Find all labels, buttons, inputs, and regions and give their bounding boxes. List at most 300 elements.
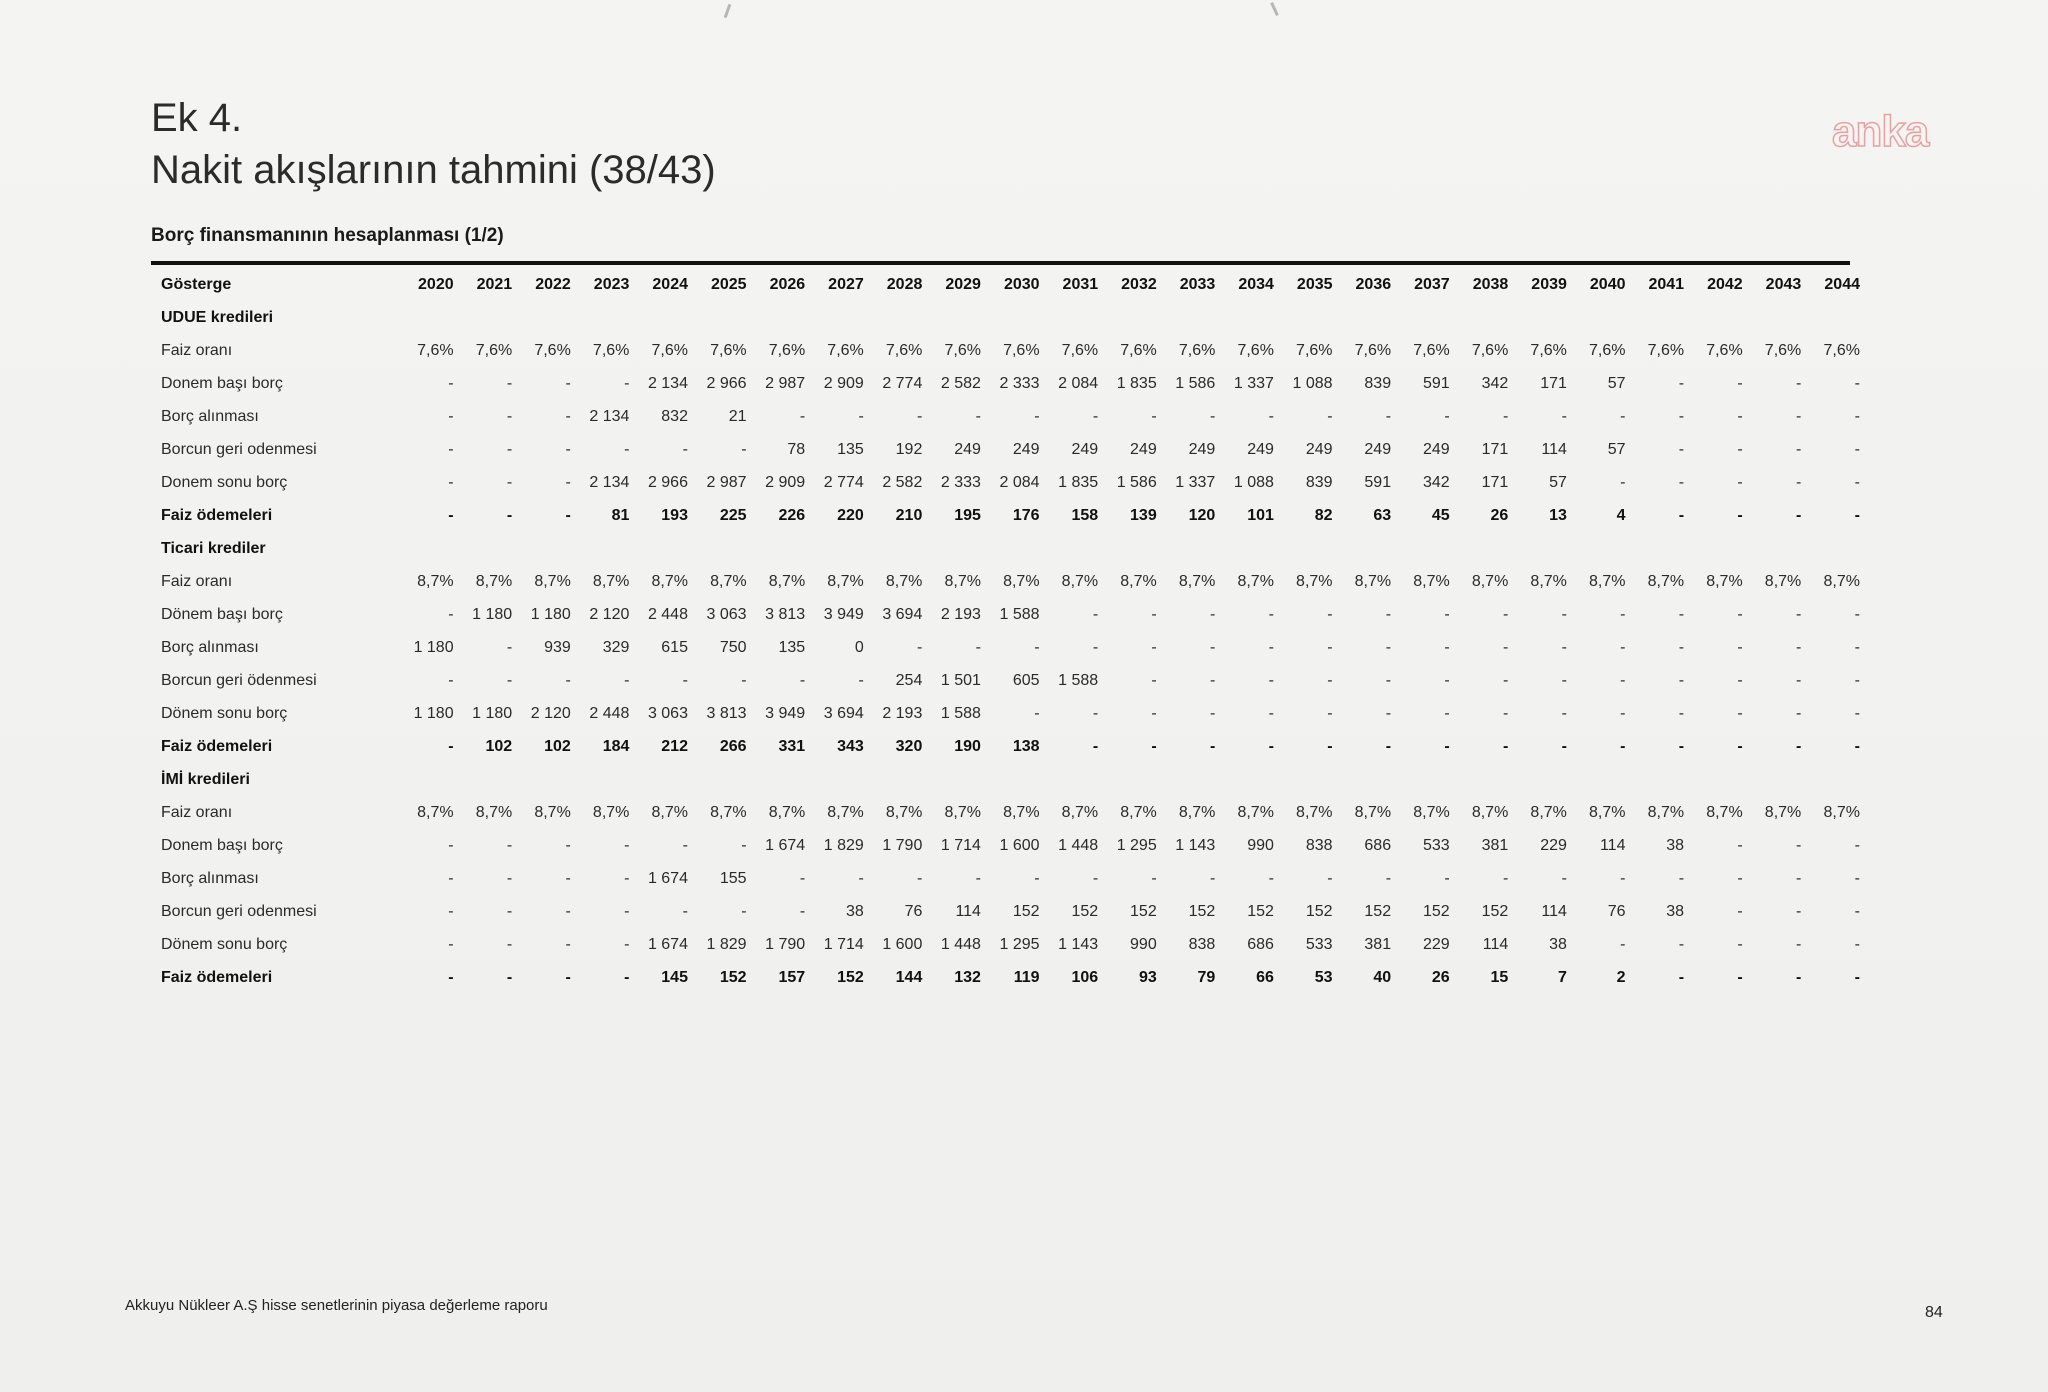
column-header-year: 2041 [1648,275,1685,293]
table-cell: 1 674 [765,836,806,854]
table-cell: - [1444,671,1450,689]
table-cell: - [799,407,806,425]
table-cell: - [448,869,454,887]
table-cell: - [1678,671,1685,689]
table-cell: 53 [1314,968,1333,986]
table-cell: 1 337 [1233,374,1274,392]
table-cell: 7,6% [417,341,454,359]
table-cell: - [506,836,513,854]
table-cell: - [506,638,513,656]
table-cell: 2 448 [589,704,630,722]
table-cell: 3 063 [706,605,747,623]
table-cell: - [1561,704,1567,722]
table-cell: 8,7% [1647,803,1685,821]
table-cell: 8,7% [1413,803,1450,821]
table-cell: 8,7% [1823,572,1860,590]
table-cell: 8,7% [827,803,864,821]
table-cell: 152 [1071,902,1099,920]
column-header-year: 2021 [476,275,513,293]
table-cell: 1 600 [882,935,923,953]
table-row [151,664,1866,697]
table-cell: 145 [661,968,688,986]
table-cell: 101 [1247,506,1274,524]
table-cell: 155 [719,869,747,887]
table-cell: 212 [661,737,688,755]
table-cell: - [448,902,454,920]
row-label: Dönem sonu borç [161,704,288,722]
table-cell: - [506,506,513,524]
table-cell: 8,7% [1354,803,1392,821]
table-cell: 38 [1549,935,1567,953]
table-cell: 135 [778,638,806,656]
table-cell: 3 063 [647,704,688,722]
table-cell: 3 813 [765,605,806,623]
table-cell: - [741,671,747,689]
table-cell: 990 [1247,836,1274,854]
row-label: Dönem sonu borç [161,935,288,953]
table-cell: - [1561,671,1567,689]
table-cell: - [975,407,981,425]
table-cell: - [1854,935,1860,953]
table-cell: 686 [1364,836,1392,854]
table-cell: 3 694 [882,605,923,623]
table-cell: - [1854,968,1860,986]
table-cell: 839 [1364,374,1392,392]
table-cell: - [1678,968,1685,986]
table-cell: - [1854,473,1860,491]
table-cell: 2 120 [530,704,571,722]
table-cell: - [1737,902,1743,920]
column-header-year: 2040 [1589,275,1626,293]
table-cell: 7,6% [534,341,571,359]
table-cell: - [1678,638,1685,656]
table-cell: - [1737,704,1743,722]
column-header-year: 2030 [1003,275,1040,293]
table-cell: - [1151,869,1157,887]
table-cell: 78 [787,440,806,458]
table-cell: - [1268,407,1274,425]
table-cell: 8,7% [1647,572,1685,590]
table-cell: 533 [1423,836,1450,854]
table-cell: 192 [895,440,923,458]
table-row [151,466,1866,499]
table-cell: - [1854,836,1860,854]
table-cell: 1 586 [1116,473,1157,491]
table-cell: - [917,638,923,656]
row-label: Borç alınması [161,638,259,656]
table-row [151,697,1866,730]
table-cell: - [1327,737,1333,755]
table-cell: - [1210,737,1216,755]
table-cell: - [1210,671,1216,689]
table-cell: - [506,935,513,953]
table-cell: 2 774 [823,473,864,491]
table-cell: - [1795,506,1802,524]
table-cell: - [1502,605,1509,623]
table-cell: - [1795,638,1802,656]
table-cell: 114 [1541,902,1567,920]
section-header-row [151,301,1866,334]
table-cell: 2 134 [647,374,688,392]
table-cell: 152 [1423,902,1450,920]
table-cell: 135 [837,440,864,458]
table-cell: - [1854,440,1860,458]
table-cell: 1 600 [999,836,1040,854]
table-cell: - [917,407,923,425]
table-cell: 7,6% [1764,341,1802,359]
table-cell: 106 [1071,968,1099,986]
table-cell: 102 [544,737,571,755]
table-cell: - [506,671,513,689]
table-cell: - [1737,968,1743,986]
table-cell: 8,7% [710,803,747,821]
table-cell: 249 [954,440,981,458]
column-header-year: 2026 [769,275,806,293]
table-cell: 8,7% [1061,803,1099,821]
table-cell: 1 088 [1292,374,1333,392]
table-cell: 615 [661,638,688,656]
row-label: Borcun geri odenmesi [161,902,317,920]
table-cell: 249 [1305,440,1333,458]
table-cell: - [799,902,806,920]
table-cell: 7,6% [1354,341,1392,359]
table-cell: 1 588 [1058,671,1099,689]
table-cell: 342 [1481,374,1509,392]
table-cell: - [1678,704,1685,722]
table-cell: - [1620,869,1626,887]
row-label: Faiz oranı [161,341,233,359]
table-cell: 1 448 [940,935,981,953]
table-cell: 2 582 [882,473,923,491]
page-title [151,92,716,196]
table-cell: 8,7% [1061,572,1099,590]
table-cell: - [565,836,571,854]
table-cell: 1 835 [1116,374,1157,392]
column-header-year: 2022 [535,275,571,293]
table-cell: - [682,671,688,689]
table-cell: - [565,506,571,524]
table-cell: 7,6% [1413,341,1450,359]
row-label: Dönem başı borç [161,605,283,623]
table-cell: 114 [1599,836,1626,854]
table-cell: - [565,968,571,986]
row-label: Borç alınması [161,407,259,425]
table-cell: 8,7% [1237,803,1274,821]
table-cell: 1 180 [413,638,454,656]
table-row [151,400,1866,433]
table-cell: 63 [1373,506,1392,524]
table-cell: - [448,671,454,689]
table-cell: 7,6% [1823,341,1860,359]
table-cell: - [1678,869,1685,887]
table-cell: 1 714 [940,836,981,854]
table-cell: - [448,473,454,491]
table-cell: - [741,440,747,458]
table-cell: - [1678,605,1685,623]
row-label: Borcun geri odenmesi [161,440,317,458]
table-cell: 171 [1481,473,1509,491]
table-cell: 7,6% [1061,341,1099,359]
table-cell: - [1795,374,1802,392]
table-cell: 8,7% [475,803,513,821]
table-cell: - [1268,869,1274,887]
table-cell: - [1151,737,1157,755]
table-cell: 4 [1616,506,1626,524]
table-cell: - [565,935,571,953]
table-cell: - [448,440,454,458]
table-cell: - [1795,605,1802,623]
column-header-year: 2038 [1472,275,1509,293]
table-cell: - [1092,869,1099,887]
table-cell: - [506,407,513,425]
table-cell: - [565,869,571,887]
table-cell: 226 [778,506,806,524]
table-cell: 1 790 [882,836,923,854]
table-cell: - [1327,605,1333,623]
table-cell: 7,6% [827,341,864,359]
table-cell: 7,6% [1706,341,1743,359]
table-cell: 8,7% [651,803,688,821]
table-cell: 139 [1130,506,1157,524]
table-cell: 2 582 [940,374,981,392]
table-cell: 229 [1423,935,1450,953]
table-cell: - [1210,638,1216,656]
table-cell: 266 [719,737,747,755]
row-label: Faiz ödemeleri [161,737,273,755]
table-cell: 591 [1364,473,1392,491]
table-cell: 66 [1256,968,1274,986]
table-cell: 1 295 [1116,836,1157,854]
title-main: Nakit akışlarının tahmini (38/43) [151,148,716,192]
table-cell: 152 [1305,902,1333,920]
table-cell: 8,7% [885,803,923,821]
row-label: Faiz ödemeleri [161,968,273,986]
table-header-row [151,268,1866,301]
table-cell: - [565,473,571,491]
table-cell: - [1444,407,1450,425]
table-row [151,862,1866,895]
table-cell: - [448,605,454,623]
table-cell: 76 [1607,902,1626,920]
table-cell: 2 084 [1058,374,1099,392]
table-cell: - [1737,506,1743,524]
table-row [151,433,1866,466]
table-cell: - [1620,473,1626,491]
column-header-year: 2035 [1296,275,1333,293]
table-cell: - [1502,704,1509,722]
table-cell: 8,7% [1354,572,1392,590]
table-cell: 7,6% [1647,341,1685,359]
row-label: Faiz ödemeleri [161,506,273,524]
table-cell: 1 586 [1175,374,1216,392]
table-cell: 8,7% [417,572,454,590]
table-cell: 195 [954,506,981,524]
table-cell: - [624,935,630,953]
table-cell: 7,6% [1237,341,1274,359]
table-cell: - [1210,869,1216,887]
table-cell: 1 674 [647,935,688,953]
table-cell: - [1268,704,1274,722]
table-cell: - [1737,374,1743,392]
table-cell: 1 180 [530,605,571,623]
table-cell: 190 [954,737,981,755]
table-cell: 249 [1247,440,1274,458]
table-cell: - [1678,374,1685,392]
table-cell: - [682,440,688,458]
row-label: Donem başı borç [161,836,283,854]
table-cell: 38 [1666,902,1685,920]
table-cell: - [624,374,630,392]
table-cell: 8,7% [1589,572,1626,590]
table-cell: 1 180 [472,605,513,623]
table-cell: 171 [1540,374,1567,392]
table-cell: - [1385,704,1392,722]
table-cell: - [1210,407,1216,425]
table-cell: 8,7% [1530,803,1567,821]
table-row [151,367,1866,400]
table-cell: 15 [1490,968,1509,986]
table-cell: 152 [719,968,747,986]
table-cell: 225 [719,506,747,524]
table-cell: 152 [1247,902,1274,920]
table-cell: 939 [544,638,571,656]
table-cell: - [1795,737,1802,755]
table-cell: 184 [602,737,630,755]
table-cell: 1 180 [413,704,454,722]
table-cell: 8,7% [1471,803,1509,821]
page-number: 84 [1925,1304,1943,1321]
table-cell: - [565,440,571,458]
table-row [151,730,1866,763]
table-cell: 8,7% [1178,572,1216,590]
table-cell: 1 588 [999,605,1040,623]
table-cell: - [917,869,923,887]
table-cell: 7,6% [1178,341,1216,359]
row-label: Donem sonu borç [161,473,288,491]
table-cell: - [1327,671,1333,689]
table-cell: - [799,869,806,887]
table-cell: - [1502,737,1509,755]
table-cell: - [506,968,513,986]
table-cell: - [1444,704,1450,722]
table-cell: 8,7% [592,803,630,821]
table-cell: 2 134 [589,407,630,425]
table-cell: 2 987 [706,473,747,491]
scan-artifact [1270,2,1279,16]
table-cell: - [1268,737,1274,755]
table-cell: 152 [1364,902,1392,920]
section-title: Ticari krediler [161,539,266,557]
table-cell: 152 [837,968,864,986]
section-header-row [151,763,1866,796]
table-cell: 114 [955,902,981,920]
table-cell: 76 [904,902,923,920]
table-cell: 2 193 [940,605,981,623]
table-cell: - [448,836,454,854]
table-cell: - [565,374,571,392]
table-cell: 79 [1197,968,1216,986]
table-row [151,334,1866,367]
table-cell: - [1737,473,1743,491]
table-cell: 2 987 [765,374,806,392]
table-cell: 2 909 [765,473,806,491]
table-cell: 45 [1431,506,1450,524]
table-cell: - [624,902,630,920]
table-cell: - [448,374,454,392]
table-cell: 7,6% [768,341,806,359]
column-header-year: 2039 [1531,275,1567,293]
table-cell: 144 [895,968,923,986]
table-cell: - [506,902,513,920]
table-cell: - [1795,440,1802,458]
table-cell: 1 835 [1058,473,1099,491]
table-cell: 7,6% [475,341,513,359]
table-cell: - [1210,704,1216,722]
table-cell: - [858,671,864,689]
table-cell: - [1678,473,1685,491]
table-cell: 7,6% [944,341,981,359]
column-header-year: 2037 [1414,275,1450,293]
table-cell: 832 [661,407,688,425]
table-cell: - [1502,671,1509,689]
table-cell: 838 [1188,935,1216,953]
table-cell: 1 501 [940,671,981,689]
table-cell: - [1444,737,1450,755]
table-cell: 119 [1013,968,1040,986]
title-annex: Ek 4. [151,96,243,140]
table-cell: 8,7% [651,572,688,590]
table-cell: - [448,968,454,986]
table-cell: - [1268,605,1274,623]
table-cell: 57 [1549,473,1567,491]
table-cell: 152 [1481,902,1509,920]
table-cell: - [1561,737,1567,755]
row-label: Donem başı borç [161,374,283,392]
table-cell: 21 [728,407,747,425]
table-cell: 8,7% [1530,572,1567,590]
table-cell: - [682,836,688,854]
table-cell: 7,6% [710,341,747,359]
table-cell: - [1385,407,1392,425]
column-header-year: 2029 [945,275,981,293]
table-cell: 1 829 [823,836,864,854]
table-cell: 93 [1138,968,1157,986]
table-cell: 254 [895,671,923,689]
column-header-year: 2028 [886,275,923,293]
table-cell: 331 [778,737,806,755]
table-cell: - [506,374,513,392]
table-cell: - [1620,638,1626,656]
table-cell: 7,6% [1471,341,1509,359]
table-cell: - [858,869,864,887]
table-row [151,565,1866,598]
scan-artifact [724,4,732,18]
table-row [151,796,1866,829]
table-cell: - [1151,407,1157,425]
table-cell: - [1210,605,1216,623]
table-cell: 8,7% [944,803,981,821]
table-cell: - [1151,605,1157,623]
table-cell: 1 829 [706,935,747,953]
table-cell: - [1444,605,1450,623]
table-cell: 152 [1012,902,1040,920]
table-cell: 2 [1616,968,1626,986]
table-cell: 114 [1482,935,1509,953]
table-cell: 138 [1012,737,1040,755]
table-cell: - [1561,638,1567,656]
table-cell: 220 [837,506,864,524]
table-cell: 57 [1607,374,1626,392]
